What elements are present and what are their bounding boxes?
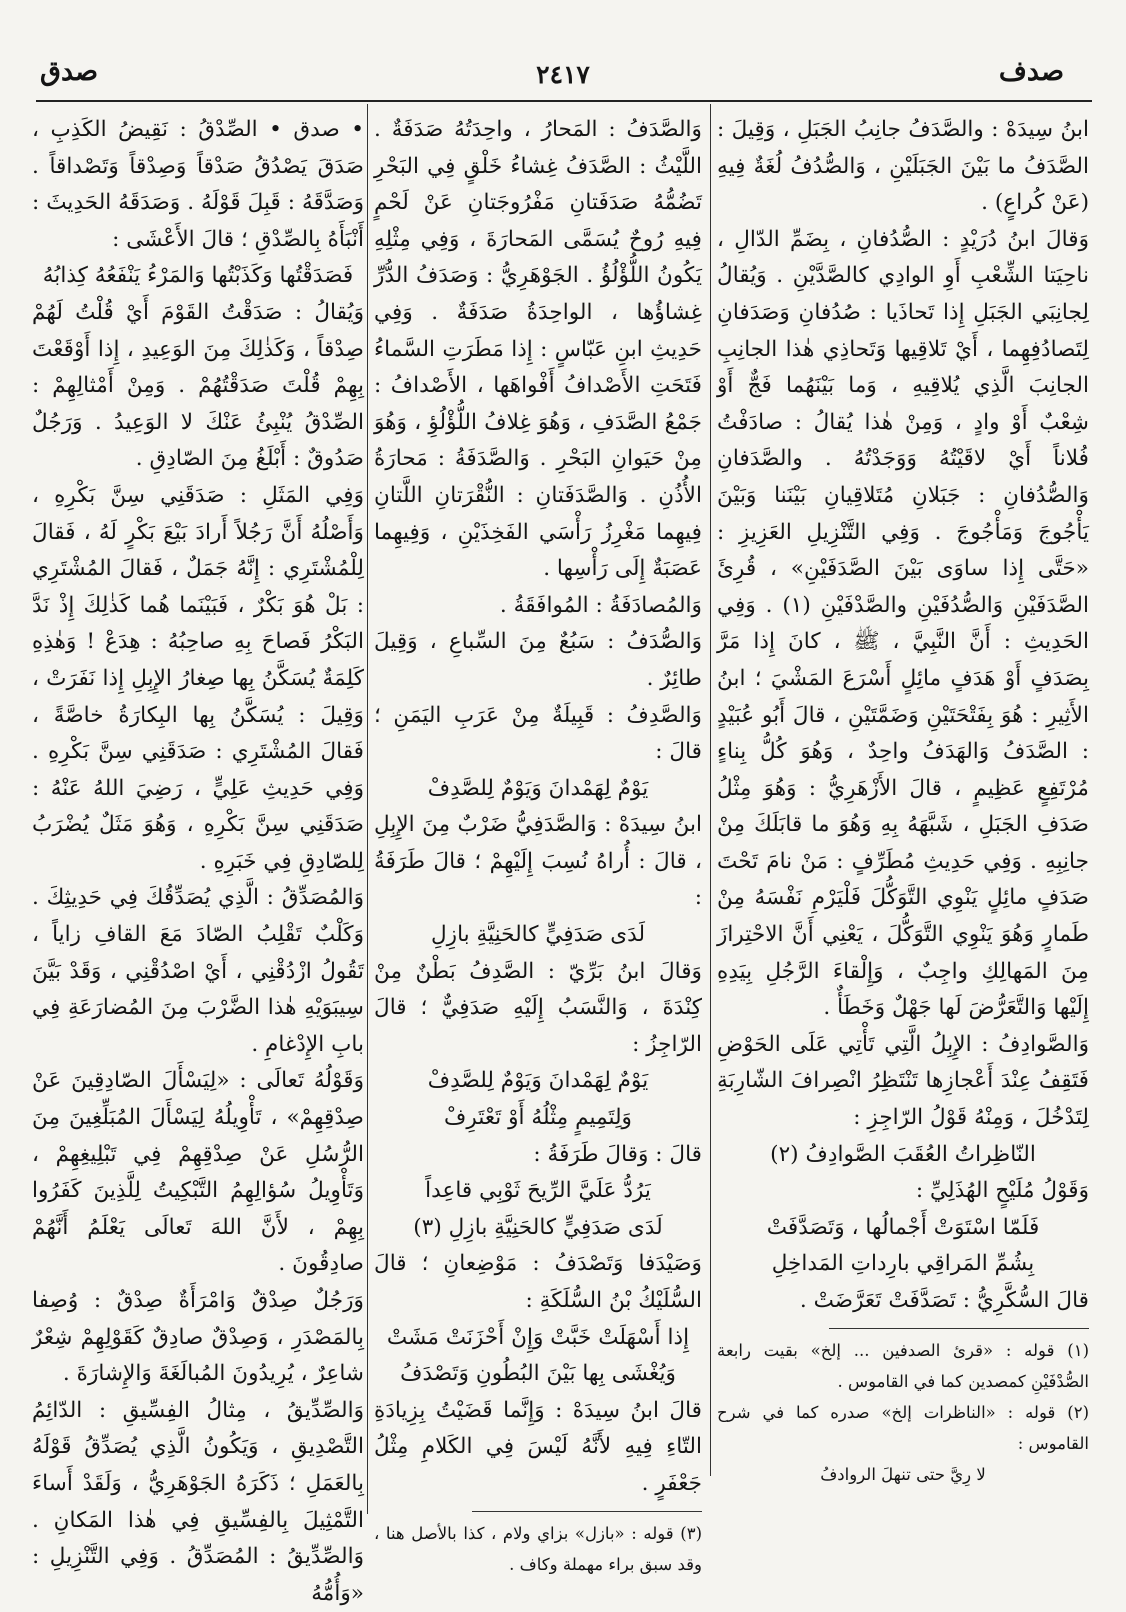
paragraph: • صدق • الصِّدْقُ : نَقِيضُ الكَذِبِ ، صَدَقَ يَصْدُقُ صَدْقاً وَصِدْقاً وَتَصْداقاً . وَصَدَّقَهُ : قَبِلَ قَوْلَهُ . وَصَدَقَهُ الحَدِيثَ : أَنْبَأَهُ بِالصِّدْقِ ؛ قالَ الأَعْشَى :	[32, 117, 364, 252]
verse: وَيُغْشَى بِها بَيْنَ البُطُونِ وَتَصْدَفُ	[400, 1361, 676, 1387]
paragraph: وَفِي المَثَلِ : صَدَقَنِي سِنَّ بَكْرِهِ ، وَأَصْلُهُ أَنَّ رَجُلاً أَرادَ بَيْعَ بَكْرٍ لَهُ ، فَقالَ لِلْمُشْتَرِي : إِنَّهُ جَمَلٌ ، فَقالَ المُشْتَرِي : بَلْ هُوَ بَكْرٌ ، فَبَيْنَما هُما كَذٰلِكَ إِذْ نَدَّ البَكْرُ فَصاحَ بِهِ صاحِبُهُ : هِدَعْ ! وَهٰذِهِ كَلِمَةٌ يُسَكَّنُ بِها صِغارُ الإِبِلِ إِذا نَفَرَتْ ، وَقِيلَ : يُسَكَّنُ بِها البِكارَةُ خاصَّةً ، فَقالَ المُشْتَرِي : صَدَقَنِي سِنَّ بَكْرِهِ . وَفِي حَدِيثِ عَلِيٍّ ، رَضِيَ اللهُ عَنْهُ : صَدَقَنِي سِنَّ بَكْرِهِ ، وَهُوَ مَثَلٌ يُضْرَبُ لِلصّادِقِ فِي خَبَرِهِ .	[32, 482, 364, 874]
header-rule	[36, 100, 1092, 102]
column-divider-right	[710, 104, 711, 1476]
footnote-rule	[829, 1328, 1089, 1329]
paragraph: وَقَوْلُهُ تَعالَى : «لِيَسْأَلَ الصّادِقِينَ عَنْ صِدْقِهِمْ» ، تَأْوِيلُهُ لِيَسْأَلَ المُبَلِّغِينَ مِنَ الرُّسُلِ عَنْ صِدْقِهِمْ فِي تَبْلِيغِهِمْ ، وَتَأْوِيلُ سُؤالِهِمُ التَّبْكِيتُ لِلَّذِينَ كَفَرُوا بِهِمْ ، لأَنَّ اللهَ تَعالَى يَعْلَمُ أَنَّهُمْ صادِقُونَ .	[32, 1068, 364, 1277]
column-left	[32, 112, 364, 1612]
paragraph: وَالمُصادَفَةُ : المُوافَقَةُ .	[499, 592, 702, 618]
footnote: (١) قوله : «قرئ الصدفين ... إلخ» بقيت رابعة الصُّدْفَيْنِ كمصدين كما في القاموس .	[717, 1340, 1089, 1391]
verse: يَوْمٌ لِهَمْدانَ وَيَوْمٌ لِلصَّدِفْ	[427, 1068, 649, 1094]
column-divider-left	[367, 104, 368, 1514]
paragraph: وَالصَّدَفُ : المَحارُ ، واحِدَتُهُ صَدَفَةٌ . اللَّيْثُ : الصَّدَفُ غِشاءُ خَلْقٍ فِي البَحْرِ تَضُمُّهُ صَدَفَتانِ مَفْرُوجَتانِ عَنْ لَحْمٍ فِيهِ رُوحٌ يُسَمَّى المَحارَةَ ، وَفِي مِثْلِهِ يَكُونُ اللُّؤْلُؤُ . الجَوْهَرِيُّ : وَصَدَفُ الدُّرِّ غِشاؤُها ، الواحِدَةُ صَدَفَةٌ . وَفِي حَدِيثِ ابنِ عَبّاسٍ : إِذا مَطَرَتِ السَّماءُ فَتَحَتِ الأَصْدافُ أَفْواهَها ، الأَصْدافُ : جَمْعُ الصَّدَفِ ، وَهُوَ غِلافُ اللُّؤْلُؤِ ، وَهُوَ مِنْ حَيَوانِ البَحْرِ . وَالصَّدَفَةُ : مَحارَةُ الأُذُنِ . وَالصَّدَفَتانِ : النُّقْرَتانِ اللَّتانِ فِيهِما مَغْرِزُ رَأْسَي الفَخِذَيْنِ ، وَفِيهِما عَصَبَةٌ إِلَى رَأْسِها .	[374, 117, 702, 582]
paragraph: وَالمُصَدِّقُ : الَّذِي يُصَدِّقُكَ فِي حَدِيثِكَ . وَكَلْبٌ تَقْلِبُ الصّادَ مَعَ القافِ زاياً ، تَقُولُ ازْدُقْنِي ، أَيْ اصْدُقْنِي ، وَقَدْ بَيَّنَ سِيبَوَيْهِ هٰذا الضَّرْبَ مِنَ المُضارَعَةِ فِي بابِ الإِدْغامِ .	[32, 885, 364, 1057]
header-root-word-left: صدق	[40, 56, 99, 87]
paragraph: ابنُ سِيدَهْ : والصَّدَفُ جانِبُ الجَبَلِ ، وَقِيلَ : الصَّدَفُ ما بَيْنَ الجَبَلَيْنِ ، وَالصُّدُفُ لُغَةٌ فِيهِ (عَنْ كُراعٍ) .	[717, 117, 1089, 216]
footnote-rule	[472, 1511, 702, 1512]
paragraph: قالَ : وَقالَ طَرَفَةُ :	[533, 1141, 702, 1167]
paragraph: وَالصَّدِفُ : قَبِيلَةٌ مِنْ عَرَبِ اليَمَنِ ؛ قالَ :	[374, 702, 702, 765]
header-root-word-right: صدف	[998, 56, 1064, 87]
paragraph: قالَ ابنُ سِيدَهْ : وَإِنَّما قَضَيْتُ بِزِيادَةِ التّاءِ فِيهِ لأَنَّهُ لَيْسَ فِي الكَلامِ مِثْلُ جَعْفَرٍ .	[374, 1397, 702, 1496]
verse: لَدَى صَدَفِيٍّ كالحَنِيَّةِ بازِلِ (٣)	[413, 1214, 663, 1240]
paragraph: وَالصُّدَفُ : سَبُعٌ مِنَ السِّباعِ ، وَقِيلَ طائِرٌ .	[374, 629, 702, 691]
paragraph: وَالصِّدِّيقُ ، مِثالُ الفِسِّيقِ : الدّائِمُ التَّصْدِيقِ ، وَيَكُونُ الَّذِي يُصَدِّقُ قَوْلَهُ بِالعَمَلِ ؛ ذَكَرَهُ الجَوْهَرِيُّ ، وَلَقَدْ أَساءَ التَّمْثِيلَ بِالفِسِّيقِ فِي هٰذا المَكانِ . وَالصِّدِّيقُ : المُصَدِّقُ . وَفِي التَّنْزِيلِ : «وَأُمُّهُ	[32, 1397, 364, 1606]
paragraph: وَقالَ ابنُ بَرِّيّ : الصَّدِفُ بَطْنٌ مِنْ كِنْدَةَ ، وَالنَّسَبُ إِلَيْهِ صَدَفِيٌّ ؛ قالَ الرّاجِزُ :	[374, 958, 702, 1057]
verse: النّاظِراتُ العُقَبَ الصَّوادِفُ (٢)	[770, 1141, 1036, 1167]
column-right	[717, 112, 1089, 1490]
verse: بِشُمِّ المَراقِي بارِداتِ المَداخِلِ	[771, 1251, 1035, 1277]
verse: وَلِتَمِيمٍ مِثْلُهُ أَوْ تَعْتَرِفْ	[444, 1105, 632, 1131]
paragraph: قالَ السُّكَّرِيُّ : تَصَدَّفَتْ تَعَرَّضَتْ .	[799, 1288, 1089, 1313]
paragraph: وَصَيْدَفا وَتَصْدَفُ : مَوْضِعانِ ؛ قالَ السُّلَيْكُ بْنُ السُّلَكَةِ :	[374, 1251, 702, 1313]
verse: لَدَى صَدَفِيٍّ كالحَنِيَّةِ بازِلِ	[430, 922, 646, 948]
column-middle	[374, 112, 702, 1580]
verse: إِذا أَسْهَلَتْ خَبَّتْ وَإِنْ أَحْزَنَتْ مَشَتْ	[386, 1324, 690, 1350]
verse: فَصَدَقْتُها وَكَذَبْتُها وَالمَرْءُ يَنْفَعُهُ كِذابُهُ	[42, 263, 354, 289]
footnote-verse: لا رِيَّ حتى تنهلَ الروادفُ	[820, 1464, 986, 1484]
paragraph: وَقَوْلُ مُلَيْحٍ الهُذَلِيِّ :	[915, 1178, 1089, 1204]
paragraph: وَرَجُلٌ صِدْقٌ وَامْرَأَةٌ صِدْقٌ : وُصِفا بِالمَصْدَرِ ، وَصِدْقٌ صادِقٌ كَقَوْلِهِمْ شِعْرٌ شاعِرٌ ، يُرِيدُونَ المُبالَغَةَ وَالإِشارَةَ .	[32, 1288, 364, 1387]
page-header	[0, 52, 1126, 102]
paragraph: وَيُقالُ : صَدَقْتُ القَوْمَ أَيْ قُلْتُ لَهُمْ صِدْقاً ، وَكَذٰلِكَ مِنَ الوَعِيدِ ، إِذا أَوْقَعْتَ بِهِمْ قُلْتَ صَدَقْتُهُمْ . وَمِنْ أَمْثالِهِمْ : الصِّدْقُ يُنْبِئُ عَنْكَ لا الوَعِيدُ . وَرَجُلٌ صَدُوقٌ : أَبْلَغُ مِنَ الصّادِقِ .	[32, 299, 364, 472]
paragraph: وَقالَ ابنُ دُرَيْدٍ : الصُّدُفانِ ، بِضَمِّ الدّالِ ، ناحِيَتا الشِّعْبِ أَوِ الوادِي كالصَّدَّيْنِ . وَيُقالُ لِجانِبَي الجَبَلِ إِذا تَحاذَيا : صُدُفانِ وَصَدَفانِ لِتَصادُفِهِما ، أَيْ تَلاقِيها وَتَحاذِي هٰذا الجانِبِ الجانِبَ الَّذِي يُلاقِيهِ ، وَما بَيْنَهُما فَجٌّ أَوْ شِعْبٌ أَوْ وادٍ ، وَمِنْ هٰذا يُقالُ : صادَفْتُ فُلاناً أَيْ لاقَيْتُهُ وَوَجَدْتُهُ . والصَّدَفانِ وَالصُّدُفانِ : جَبَلانِ مُتَلاقِيانِ بَيْنَنا وَبَيْنَ يَأْجُوجَ وَمَأْجُوجَ . وَفِي التَّنْزِيلِ العَزِيزِ : «حَتَّى إِذا ساوَى بَيْنَ الصَّدَفَيْنِ» ، قُرِئَ الصَّدَفَيْنِ وَالصُّدُفَيْنِ والصَّدْفَيْنِ (١) . وَفِي الحَدِيثِ : أَنَّ النَّبِيَّ ، ﷺ ، كانَ إِذا مَرَّ بِصَدَفٍ أَوْ هَدَفٍ مائِلٍ أَسْرَعَ المَشْيَ ؛ ابنُ الأَثِيرِ : هُوَ بِفَتْحَتَيْنِ وَضَمَّتَيْنِ ، قالَ أَبُو عُبَيْدٍ : الصَّدَفُ وَالهَدَفُ واحِدٌ ، وَهُوَ كُلُّ بِناءٍ مُرْتَفِعٍ عَظِيمٍ ، قالَ الأَزْهَرِيُّ : وَهُوَ مِثْلُ صَدَفِ الجَبَلِ ، شَبَّهَهُ بِهِ وَهُوَ ما قابَلَكَ مِنْ جانِبِهِ . وَفِي حَدِيثِ مُطَرِّفٍ : مَنْ نامَ تَحْتَ صَدَفٍ مائِلٍ يَنْوِي التَّوَكُّلَ فَلْيَرْمِ نَفْسَهُ مِنْ طَمارٍ وَهُوَ يَنْوِي التَّوَكُّلَ ، يَعْنِي أَنَّ الاحْتِرازَ مِنَ المَهالِكِ واجِبٌ ، وَإِلْقاءَ الرَّجُلِ بِيَدِهِ إِلَيْها وَالتَّعَرُّضَ لَها جَهْلٌ وَخَطَأٌ .	[717, 226, 1089, 1021]
paragraph: ابنُ سِيدَهْ : وَالصَّدَفِيُّ ضَرْبٌ مِنَ الإِبِلِ ، قالَ : أُراهُ نُسِبَ إِلَيْهِمْ ؛ قالَ طَرَفَةُ :	[374, 812, 702, 911]
verse: يَوْمٌ لِهَمْدانَ وَيَوْمٌ لِلصَّدِفْ	[427, 775, 649, 801]
page-number: ٢٤١٧	[536, 60, 590, 89]
verse: فَلَمّا اسْتَوَتْ أَجْمالُها ، وَتَصَدَّفَتْ	[766, 1214, 1040, 1240]
verse: يَرُدُّ عَلَيَّ الرِّيحَ ثَوْبِي قاعِداً	[425, 1178, 651, 1204]
paragraph: وَالصَّوادِفُ : الإِبِلُ الَّتِي تَأْتِي عَلَى الحَوْضِ فَتَقِفُ عِنْدَ أَعْجازِها تَنْتَظِرُ انْصِرافَ الشّارِبَةِ لِتَدْخُلَ ، وَمِنْهُ قَوْلُ الرّاجِزِ :	[717, 1031, 1089, 1131]
footnote: (٢) قوله : «الناظرات إلخ» صدره كما في شرح القاموس :	[717, 1402, 1089, 1453]
footnote: (٣) قوله : «بازل» بزاي ولام ، كذا بالأصل هنا ، وقد سبق براء مهملة وكاف .	[374, 1523, 702, 1574]
